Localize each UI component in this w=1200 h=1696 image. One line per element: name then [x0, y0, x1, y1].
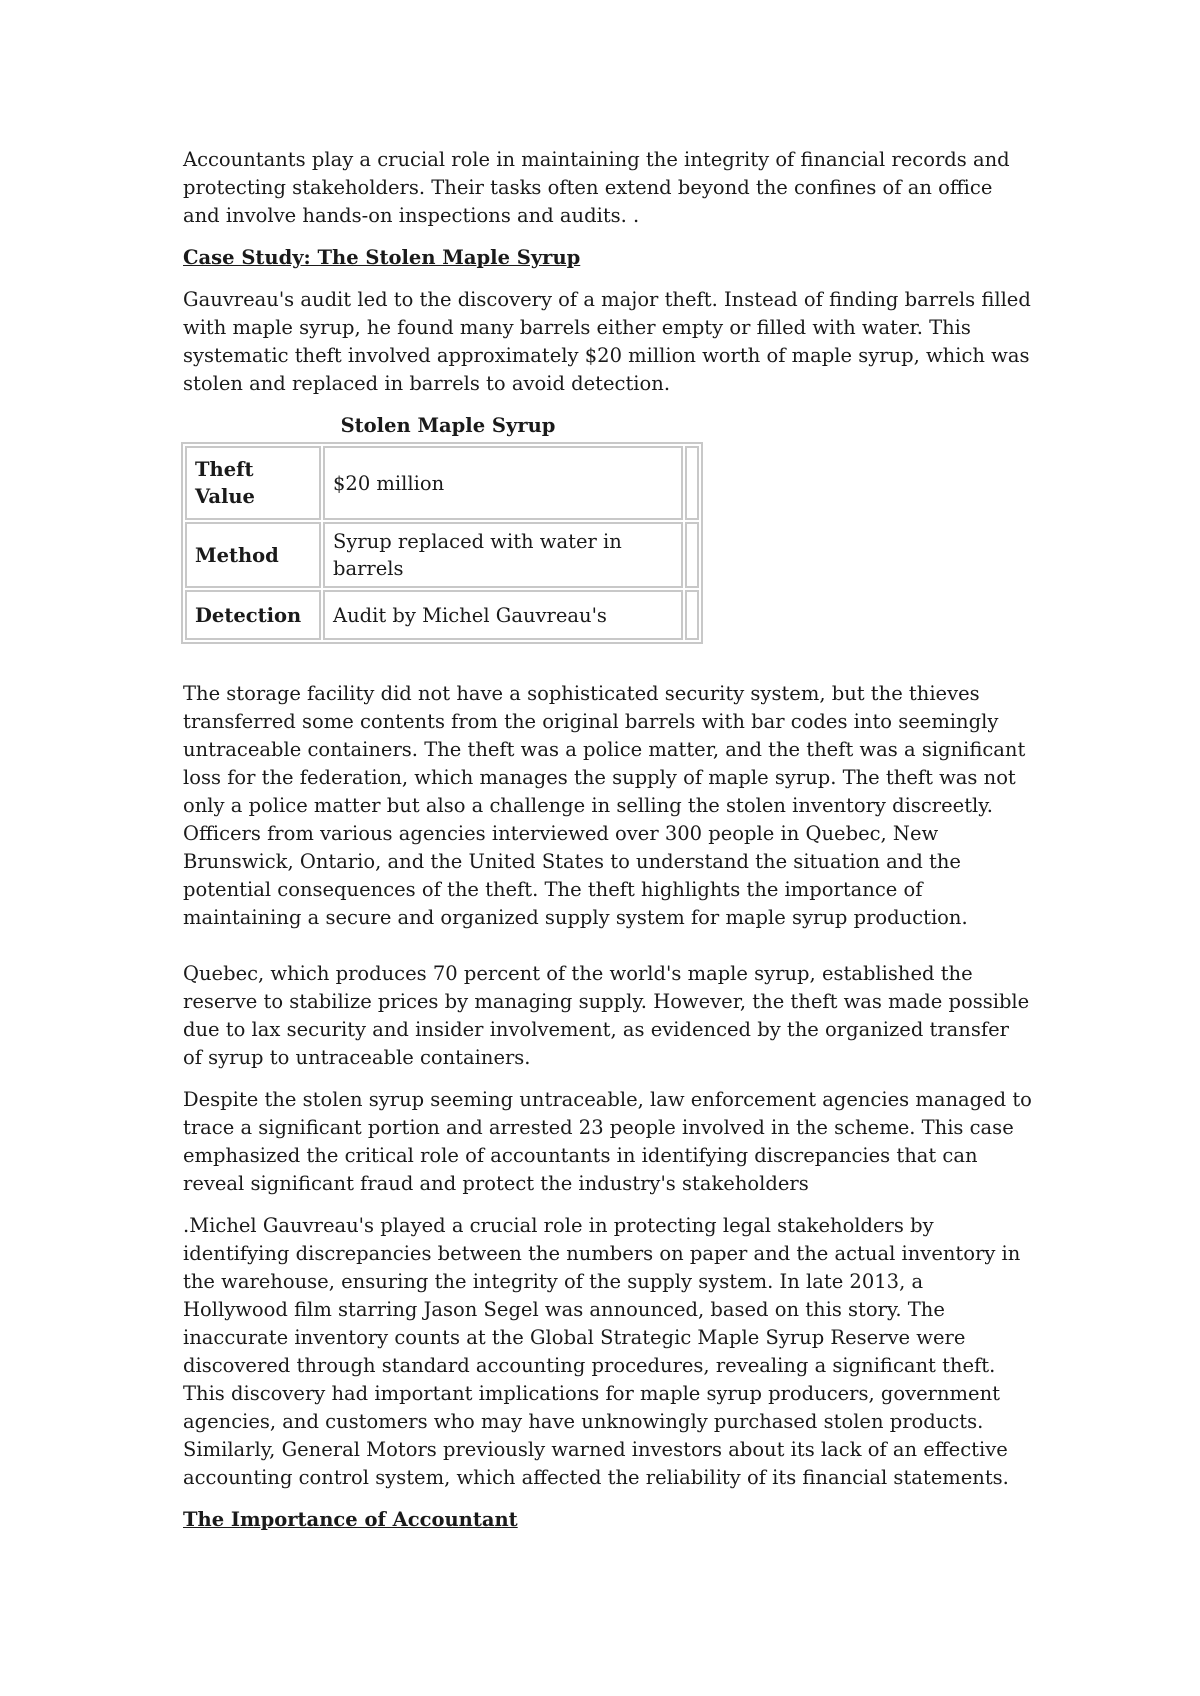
table-row: [185, 446, 699, 520]
table-cell-empty: [685, 590, 699, 640]
case-paragraph: Gauvreau's audit led to the discovery of a major theft. Instead of finding barrels filled with maple syrup, he found many barrels either empty or filled with water. This systematic theft involved approximately $20 million worth of maple syrup, which was stolen and replaced in barrels to avoid detection.: [183, 288, 1031, 395]
case-study-heading: Case Study: The Stolen Maple Syrup: [183, 246, 581, 269]
michel-paragraph: .Michel Gauvreau's played a crucial role in protecting legal stakeholders by identifying discrepancies between the numbers on paper and the actual inventory in the warehouse, ensuring the integrity of the supply system. In late 2013, a Hollywood film starring Jason Segel was announced, based on this story. The inaccurate inventory counts at the Global Strategic Maple Syrup Reserve were discovered through standard accounting procedures, revealing a significant theft. This discovery had important implications for maple syrup producers, government agencies, and customers who may have unknowingly purchased stolen products. Similarly, General Motors previously warned investors about its lack of an effective accounting control system, which affected the reliability of its financial statements.: [183, 1214, 1021, 1489]
despite-paragraph: Despite the stolen syrup seeming untraceable, law enforcement agencies managed to trace a significant portion and arrested 23 people involved in the scheme. This case emphasized the critical role of accountants in identifying discrepancies that can reveal significant fraud and protect the industry's stakeholders: [183, 1088, 1032, 1195]
table-cell-label: Method: [185, 522, 321, 588]
table-cell-empty: [685, 522, 699, 588]
theft-summary-table: [181, 442, 703, 644]
table-cell-label: Detection: [185, 590, 321, 640]
table-cell-empty: [685, 446, 699, 520]
table-cell-label: Theft Value: [185, 446, 321, 520]
table-cell-value: $20 million: [323, 446, 683, 520]
importance-heading: The Importance of Accountant: [183, 1508, 518, 1531]
document-page: [183, 146, 1033, 1548]
intro-paragraph: Accountants play a crucial role in maintaining the integrity of financial records and protecting stakeholders. Their tasks often extend beyond the confines of an office and involve hands-on inspections and audits. .: [183, 148, 1010, 227]
table-cell-value: Audit by Michel Gauvreau's: [323, 590, 683, 640]
storage-paragraph: The storage facility did not have a sophisticated security system, but the thieves transferred some contents from the original barrels with bar codes into seemingly untraceable containers. The theft was a police matter, and the theft was a significant loss for the federation, which manages the supply of maple syrup. The theft was not only a police matter but also a challenge in selling the stolen inventory discreetly. Officers from various agencies interviewed over 300 people in Quebec, New Brunswick, Ontario, and the United States to understand the situation and the potential consequences of the theft. The theft highlights the importance of maintaining a secure and organized supply system for maple syrup production.: [183, 682, 1026, 929]
table-cell-value: Syrup replaced with water in barrels: [323, 522, 683, 588]
quebec-paragraph: Quebec, which produces 70 percent of the world's maple syrup, established the reserve to stabilize prices by managing supply. However, the theft was made possible due to lax security and insider involvement, as evidenced by the organized transfer of syrup to untraceable containers.: [183, 962, 1030, 1069]
table-row: [185, 522, 699, 588]
table-caption: Stolen Maple Syrup: [340, 414, 556, 437]
table-row: [185, 590, 699, 640]
